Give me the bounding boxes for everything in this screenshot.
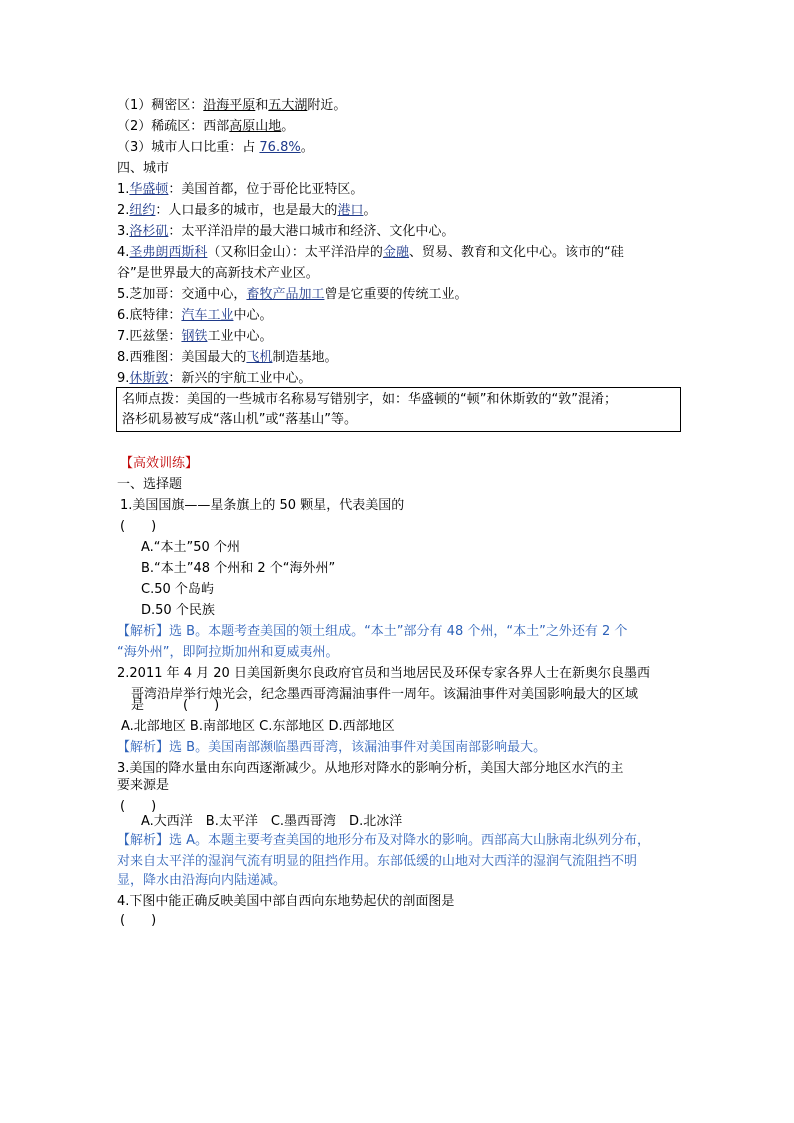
tip-box	[116, 387, 681, 432]
question-stem-continued: 要来源是	[117, 778, 170, 793]
city-item: 3.洛杉矶：太平洋沿岸的最大港口城市和经济、文化中心。	[117, 224, 455, 239]
city-item: 4.圣弗朗西斯科（又称旧金山）：太平洋沿岸的金融、贸易、教育和文化中心。该市的“硅	[117, 245, 624, 260]
population-dense: （1）稠密区：沿海平原和五大湖附近。	[117, 98, 347, 113]
tip-line: 名师点拨：美国的一些城市名称易写错别字，如：华盛顿的“顿”和休斯敦的“敦”混淆；	[122, 392, 617, 407]
question-stem: 2.2011 年 4 月 20 日美国新奥尔良政府官员和当地居民及环保专家各界人士在新奥尔良墨西	[117, 666, 650, 681]
analysis: 【解析】选 B。本题考查美国的领土组成。“本土”部分有 48 个州，“本土”之外还有 2 个	[117, 624, 628, 639]
population-sparse: （2）稀疏区：西部高原山地。	[117, 119, 295, 134]
question-stem-continued: 哥湾沿岸举行烛光会，纪念墨西哥湾漏油事件一周年。该漏油事件对美国影响最大的区域	[131, 687, 639, 702]
city-item: 5.芝加哥：交通中心，畜牧产品加工曾是它重要的传统工业。	[117, 287, 468, 302]
answer-parens: ( )	[120, 799, 157, 814]
analysis-continued: 显，降水由沿海向内陆递减。	[117, 873, 287, 888]
analysis: 【解析】选 B。美国南部濒临墨西哥湾，该漏油事件对美国南部影响最大。	[117, 740, 547, 755]
options-row: A.北部地区 B.南部地区 C.东部地区 D.西部地区	[121, 719, 395, 734]
option: C.50 个岛屿	[141, 582, 214, 597]
city-item: 8.西雅图：美国最大的飞机制造基地。	[117, 350, 338, 365]
analysis: 【解析】选 A。本题主要考查美国的地形分布及对降水的影响。西部高大山脉南北纵列分布，	[117, 833, 651, 848]
city-item-continued: 谷”是世界最大的高新技术产业区。	[117, 266, 319, 281]
city-item: 7.匹兹堡：钢铁工业中心。	[117, 329, 273, 344]
city-item: 2.纽约：人口最多的城市，也是最大的港口。	[117, 203, 377, 218]
question-stem: 4.下图中能正确反映美国中部自西向东地势起伏的剖面图是	[117, 894, 455, 909]
question-stem-continued: 是 ( )	[131, 698, 220, 713]
question-stem: 1.美国国旗——星条旗上的 50 颗星，代表美国的	[120, 498, 405, 513]
city-item: 6.底特律：汽车工业中心。	[117, 308, 273, 323]
analysis-continued: 对来自太平洋的湿润气流有明显的阻挡作用。东部低缓的山地对大西洋的湿润气流阻挡不明	[117, 854, 638, 869]
section-heading: 一、选择题	[117, 477, 183, 492]
training-heading: 【高效训练】	[120, 456, 199, 471]
population-urban: （3）城市人口比重：占 76.8%。	[117, 140, 314, 155]
city-item: 1.华盛顿：美国首都，位于哥伦比亚特区。	[117, 182, 364, 197]
options-row: A.大西洋 B.太平洋 C.墨西哥湾 D.北冰洋	[141, 814, 403, 829]
option: A.“本土”50 个州	[141, 540, 240, 555]
answer-parens: ( )	[120, 913, 157, 928]
answer-parens: ( )	[120, 519, 157, 534]
cities-heading: 四、城市	[117, 161, 170, 176]
option: B.“本土”48 个州和 2 个“海外州”	[141, 561, 336, 576]
tip-line: 洛杉矶易被写成“落山机”或“落基山”等。	[122, 412, 357, 427]
question-stem: 3.美国的降水量由东向西逐渐减少。从地形对降水的影响分析，美国大部分地区水汽的主	[117, 761, 624, 776]
option: D.50 个民族	[141, 603, 215, 618]
analysis-continued: “海外州”，即阿拉斯加州和夏威夷州。	[117, 645, 339, 660]
city-item: 9.休斯敦：新兴的宇航工业中心。	[117, 371, 312, 386]
